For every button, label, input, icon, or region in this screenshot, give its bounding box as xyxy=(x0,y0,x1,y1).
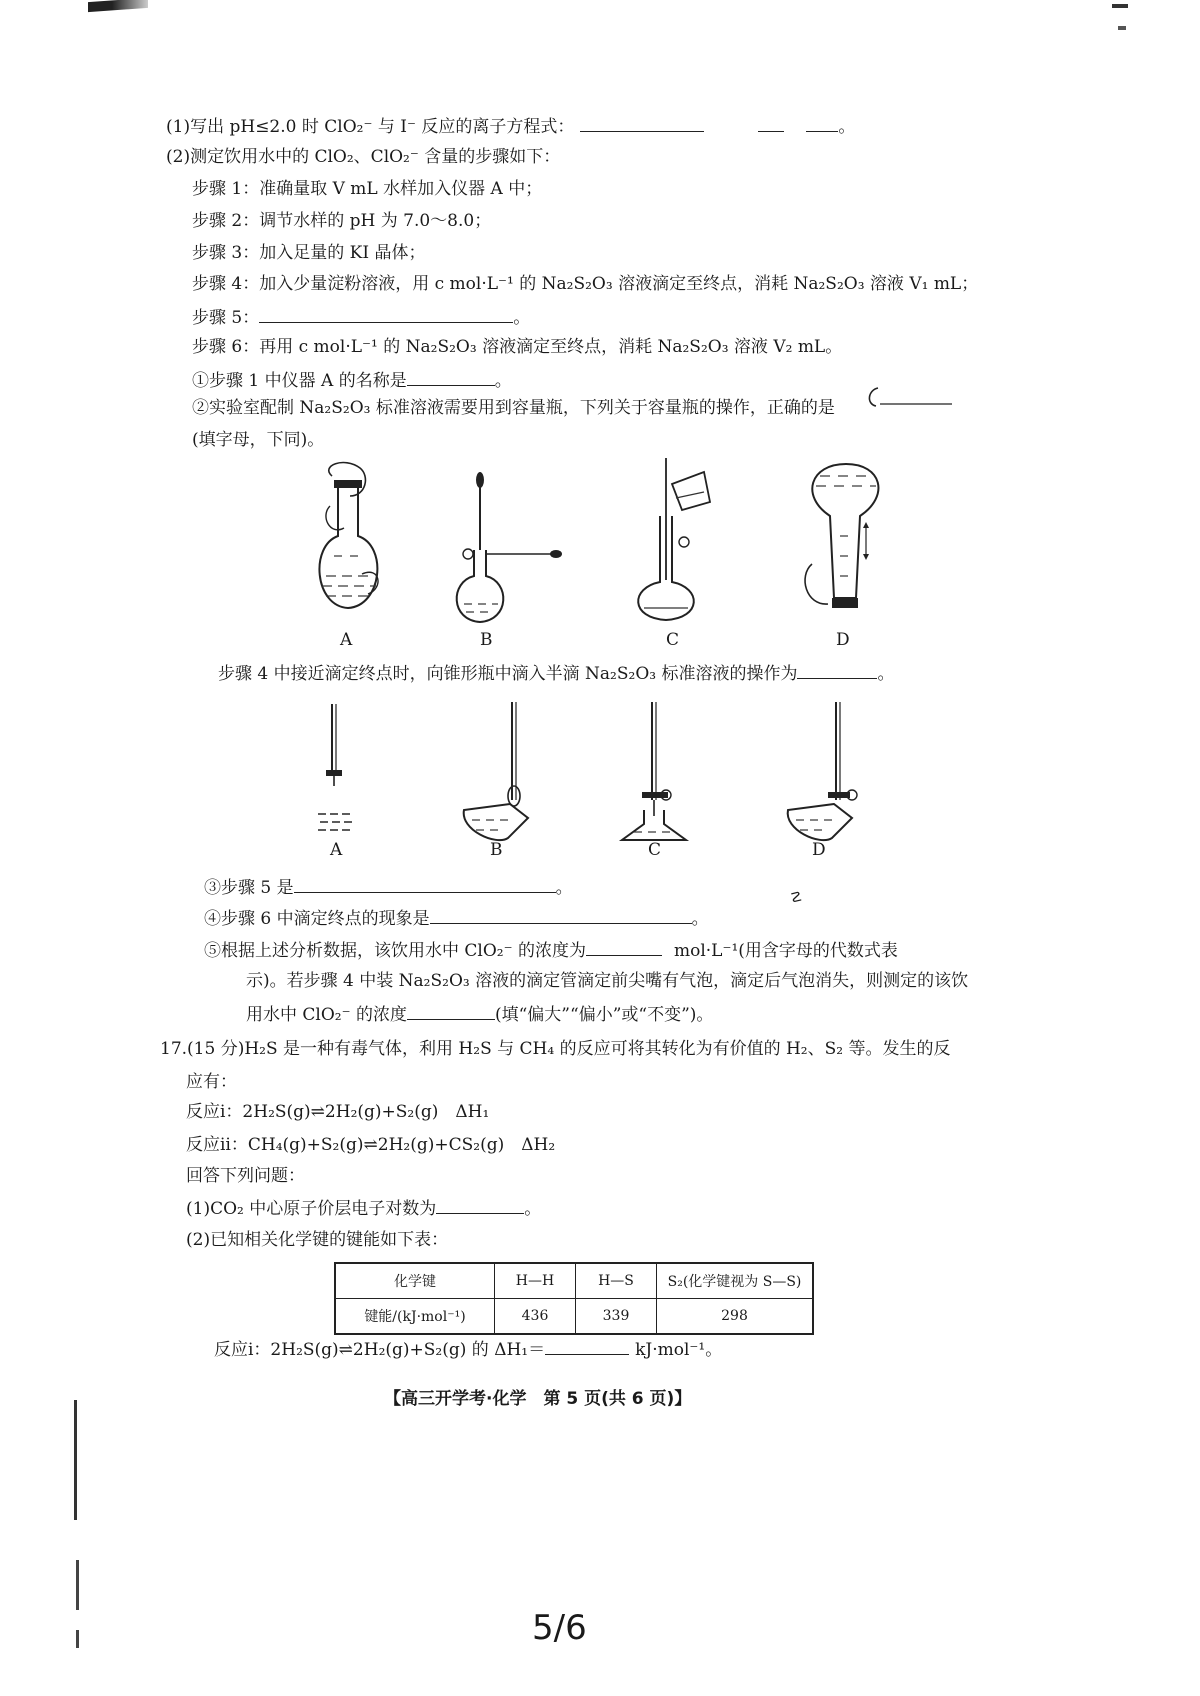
step-4: 步骤 4：加入少量淀粉溶液，用 c mol·L⁻¹ 的 Na₂S₂O₃ 溶液滴定至终点，消耗 Na₂S₂O₃ 溶液 V₁ mL； xyxy=(192,274,979,294)
flask-d-illustration xyxy=(805,464,878,608)
table-header-cell: H—S xyxy=(576,1263,657,1299)
answer-blank[interactable] xyxy=(294,874,556,893)
q17-head: 17.(15 分)H₂S 是一种有毒气体，利用 H₂S 与 CH₄ 的反应可将其转化为有价值的 H₂、S₂ 等。发生的反 xyxy=(160,1039,951,1059)
q16-part1 xyxy=(166,113,855,139)
period: 。 xyxy=(691,909,709,929)
flask-c-illustration xyxy=(638,458,710,620)
table-cell: 436 xyxy=(495,1299,576,1335)
figure1-label-a: A xyxy=(340,630,353,650)
figure2-label-d: D xyxy=(812,840,826,860)
q17-part1 xyxy=(186,1195,541,1221)
period: 。 xyxy=(555,878,573,898)
table-header-cell: S₂(化学键视为 S—S) xyxy=(657,1263,814,1299)
unit-text: mol·L⁻¹(用含字母的代数式表 xyxy=(673,941,898,961)
q17-part2: (2)已知相关化学键的键能如下表： xyxy=(186,1230,449,1250)
answer-blank[interactable] xyxy=(407,367,495,386)
answer-blank[interactable] xyxy=(545,1336,629,1355)
unit-text: kJ·mol⁻¹。 xyxy=(635,1340,723,1360)
bond-energy-table xyxy=(334,1262,814,1335)
step-5-label: 步骤 5： xyxy=(192,308,260,328)
q16-sub3-text: ③步骤 5 是 xyxy=(204,878,294,898)
step-5-blank[interactable] xyxy=(259,304,513,323)
figure2-label-b: B xyxy=(490,840,503,860)
table-header-cell: H—H xyxy=(495,1263,576,1299)
answer-blank[interactable] xyxy=(430,905,692,924)
answer-blank[interactable] xyxy=(758,113,784,132)
table-cell: 298 xyxy=(657,1299,814,1335)
q16-sub2c xyxy=(218,660,894,686)
q16-sub4 xyxy=(204,905,709,931)
answer-blank[interactable] xyxy=(407,1001,495,1020)
table-header-row xyxy=(335,1263,813,1299)
figure2-label-a: A xyxy=(330,840,343,860)
q16-sub5c-text: 用水中 ClO₂⁻ 的浓度 xyxy=(246,1005,407,1025)
q17-reaction1-ask-text: 反应ⅰ：2H₂S(g)⇌2H₂(g)+S₂(g) 的 ΔH₁＝ xyxy=(214,1340,546,1360)
q16-sub1-text: ①步骤 1 中仪器 A 的名称是 xyxy=(192,371,407,391)
reaction-2: 反应ⅱ：CH₄(g)+S₂(g)⇌2H₂(g)+CS₂(g) ΔH₂ xyxy=(186,1135,556,1155)
q17-head2: 应有： xyxy=(186,1072,237,1092)
q16-part1-text: (1)写出 pH≤2.0 时 ClO₂⁻ 与 I⁻ 反应的离子方程式： xyxy=(166,117,575,137)
answer-blank[interactable] xyxy=(580,113,704,132)
scan-artifact xyxy=(88,0,148,12)
period: 。 xyxy=(513,308,531,328)
q16-sub4-text: ④步骤 6 中滴定终点的现象是 xyxy=(204,909,430,929)
scan-artifact xyxy=(76,1560,79,1610)
q16-sub1 xyxy=(192,367,512,393)
answer-blank[interactable] xyxy=(586,937,662,956)
figure1-label-d: D xyxy=(836,630,850,650)
table-header-cell: 化学键 xyxy=(335,1263,495,1299)
period: 。 xyxy=(877,664,895,684)
q16-sub2c-text: 步骤 4 中接近滴定终点时，向锥形瓶中滴入半滴 Na₂S₂O₃ 标准溶液的操作为 xyxy=(218,664,798,684)
q16-sub3 xyxy=(204,874,573,900)
scan-artifact xyxy=(1112,4,1128,8)
flask-b-illustration xyxy=(457,472,562,622)
answer-blank[interactable] xyxy=(797,660,877,679)
figure1-label-b: B xyxy=(480,630,493,650)
q16-sub5c xyxy=(246,1001,713,1027)
handwritten-mark: ☡ xyxy=(790,890,803,906)
figure2-label-c: C xyxy=(648,840,662,860)
step-2: 步骤 2：调节水样的 pH 为 7.0～8.0； xyxy=(192,211,492,231)
figure1-label-c: C xyxy=(666,630,680,650)
q17-reaction1-ask xyxy=(214,1336,722,1362)
answer-blank[interactable] xyxy=(436,1195,524,1214)
period: 。 xyxy=(494,371,512,391)
scan-artifact xyxy=(1118,26,1126,30)
titration-figure xyxy=(300,700,880,840)
period: 。 xyxy=(838,117,856,137)
titration-d-illustration xyxy=(788,702,857,840)
period: 。 xyxy=(524,1199,542,1219)
q17-ask: 回答下列问题： xyxy=(186,1166,305,1186)
flask-a-illustration xyxy=(319,463,378,608)
handwritten-mark xyxy=(864,382,954,412)
q16-sub2b: (填字母，下同)。 xyxy=(192,430,325,450)
q16-sub5a xyxy=(204,937,898,963)
answer-blank[interactable] xyxy=(806,113,838,132)
q16-sub5d-text: (填“偏大”“偏小”或“不变”)。 xyxy=(494,1005,714,1025)
titration-c-illustration xyxy=(622,702,686,840)
volumetric-flask-figure xyxy=(300,456,880,656)
q16-part2: (2)测定饮用水中的 ClO₂、ClO₂⁻ 含量的步骤如下： xyxy=(166,147,561,167)
q16-sub5b: 示)。若步骤 4 中装 Na₂S₂O₃ 溶液的滴定管滴定前尖嘴有气泡，滴定后气泡消失，则测定的该饮 xyxy=(246,971,969,991)
step-3: 步骤 3：加入足量的 KI 晶体； xyxy=(192,243,426,263)
titration-b-illustration xyxy=(464,702,528,840)
table-cell: 339 xyxy=(576,1299,657,1335)
step-1: 步骤 1：准确量取 V mL 水样加入仪器 A 中； xyxy=(192,179,543,199)
scan-artifact xyxy=(74,1400,77,1520)
page-footer: 【高三开学考·化学 第 5 页(共 6 页)】 xyxy=(384,1389,692,1409)
scan-artifact xyxy=(76,1630,79,1648)
table-row xyxy=(335,1299,813,1335)
q16-sub2: ②实验室配制 Na₂S₂O₃ 标准溶液需要用到容量瓶，下列关于容量瓶的操作，正确的是 xyxy=(192,398,835,418)
reaction-1: 反应ⅰ：2H₂S(g)⇌2H₂(g)+S₂(g) ΔH₁ xyxy=(186,1102,490,1122)
step-5 xyxy=(192,304,530,330)
table-row-label: 键能/(kJ·mol⁻¹) xyxy=(335,1299,495,1335)
q17-part1-text: (1)CO₂ 中心原子价层电子对数为 xyxy=(186,1199,437,1219)
step-6: 步骤 6：再用 c mol·L⁻¹ 的 Na₂S₂O₃ 溶液滴定至终点，消耗 Na₂S₂O₃ 溶液 V₂ mL。 xyxy=(192,337,843,357)
page-indicator: 5/6 xyxy=(532,1608,587,1648)
q16-sub5a-text: ⑤根据上述分析数据，该饮用水中 ClO₂⁻ 的浓度为 xyxy=(204,941,586,961)
titration-a-illustration xyxy=(318,704,352,830)
